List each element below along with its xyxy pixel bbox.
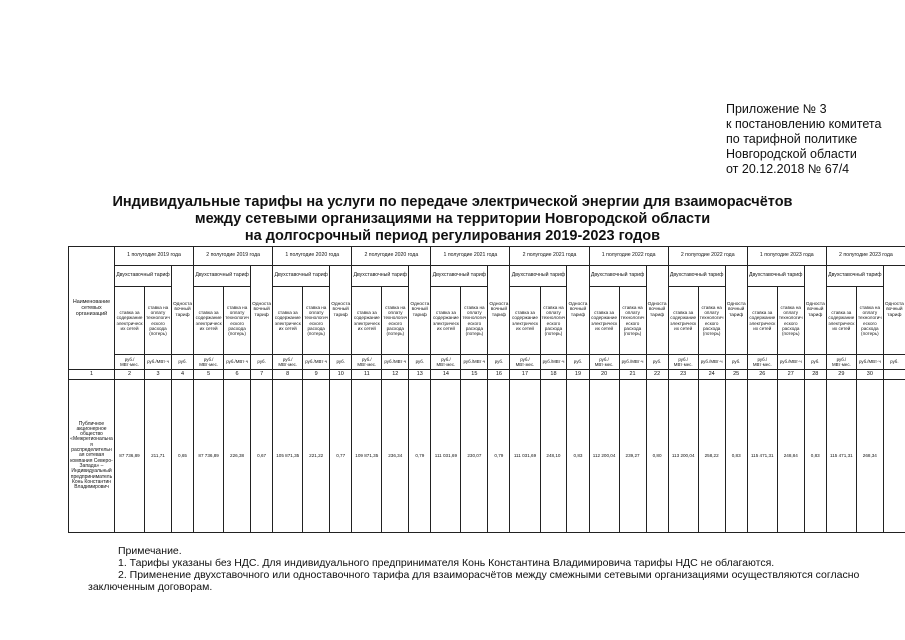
unit-one: руб. [488,355,510,370]
tariff-value: 248,84 [777,380,804,533]
two-rate-header: Двухставочный тариф [431,266,488,287]
loss-rate-header: ставка на оплату технологического расхода (потерь) [856,287,883,355]
period-header: 2 полугодие 2023 года [826,247,905,266]
period-header: 2 полугодие 2019 года [194,247,273,266]
period-header-row [69,247,905,266]
unit-content: руб./МВт·мес. [352,355,382,370]
annex-block [726,102,881,177]
tariff-value: 0,79 [488,380,510,533]
tariff-type-row [69,266,905,287]
tariff-value: 115 471,31 [826,380,856,533]
unit-content: руб./МВт·мес. [826,355,856,370]
two-rate-header: Двухставочный тариф [115,266,172,287]
loss-rate-header: ставка на оплату технологического расхода (потерь) [698,287,725,355]
column-number: 4 [171,370,193,380]
one-rate-header: Одноставочный тариф [488,266,510,355]
two-rate-header: Двухставочный тариф [668,266,725,287]
column-number: 7 [251,370,273,380]
content-rate-header: ставка за содержание электрических сетей [115,287,145,355]
tariff-value [883,380,905,533]
tariff-value: 115 471,31 [747,380,777,533]
one-rate-header: Одноставочный тариф [251,266,273,355]
unit-loss: руб./МВт·ч [461,355,488,370]
tariff-value: 111 031,69 [510,380,540,533]
note-item: 2. Применение двухставочного или одноставочного тарифа для взаиморасчётов между смежными сетевыми организациями осуществляются согласно [118,569,860,581]
note-continuation: заключенным договорам. [88,581,213,593]
column-number: 28 [804,370,826,380]
content-rate-header: ставка за содержание электрических сетей [510,287,540,355]
two-rate-header: Двухставочный тариф [747,266,804,287]
tariff-value: 248,10 [540,380,567,533]
unit-content: руб./МВт·мес. [431,355,461,370]
tariff-value: 230,07 [461,380,488,533]
period-header: 2 полугодие 2021 года [510,247,589,266]
content-rate-header: ставка за содержание электрических сетей [668,287,698,355]
unit-loss: руб./МВт·ч [619,355,646,370]
tariff-value: 236,34 [382,380,409,533]
one-rate-header: Одноставочный тариф [567,266,589,355]
one-rate-header: Одноставочный тариф [883,266,905,355]
unit-loss: руб./МВт·ч [303,355,330,370]
title-line: на долгосрочный период регулирования 2019-2023 годов [244,228,661,244]
tariff-value: 113 200,04 [668,380,698,533]
tariff-value: 87 736,89 [194,380,224,533]
loss-rate-header: ставка на оплату технологического расхода (потерь) [303,287,330,355]
period-header: 1 полугодие 2020 года [273,247,352,266]
annex-line: к постановлению комитета [726,117,882,131]
column-number: 9 [303,370,330,380]
column-number: 15 [461,370,488,380]
two-rate-header: Двухставочный тариф [589,266,646,287]
units-row [69,355,905,370]
tariff-value: 0,79 [409,380,431,533]
tariff-value: 239,27 [619,380,646,533]
notes-block [88,545,903,593]
one-rate-header: Одноставочный тариф [804,266,826,355]
content-rate-header: ставка за содержание электрических сетей [273,287,303,355]
column-number: 8 [273,370,303,380]
column-number: 10 [330,370,352,380]
tariff-value: 0,67 [251,380,273,533]
column-number: 26 [747,370,777,380]
two-rate-header: Двухставочный тариф [352,266,409,287]
tariff-value: 109 871,35 [352,380,382,533]
column-number: 1 [69,370,115,380]
unit-content: руб./МВт·мес. [115,355,145,370]
unit-content: руб./МВт·мес. [510,355,540,370]
unit-one: руб. [171,355,193,370]
loss-rate-header: ставка на оплату технологического расхода (потерь) [461,287,488,355]
unit-loss: руб./МВт·ч [777,355,804,370]
tariff-value: 112 200,04 [589,380,619,533]
unit-content: руб./МВт·мес. [747,355,777,370]
content-rate-header: ставка за содержание электрических сетей [352,287,382,355]
column-number: 18 [540,370,567,380]
tariff-value: 226,38 [224,380,251,533]
column-number-row [69,370,905,380]
organization-name: Публичное акционерное общество «Межрегиональная распределительная сетевая компания Северо-Запада» – Индивидуальный предприниматель Конь Константин Владимирович [69,380,115,533]
annex-line: от 20.12.2018 № 67/4 [726,162,850,176]
column-number: 25 [725,370,747,380]
unit-one: руб. [567,355,589,370]
two-rate-header: Двухставочный тариф [826,266,883,287]
loss-rate-header: ставка на оплату технологического расхода (потерь) [145,287,172,355]
column-number: 14 [431,370,461,380]
tariff-value: 0,77 [330,380,352,533]
period-header: 2 полугодие 2020 года [352,247,431,266]
column-number: 16 [488,370,510,380]
column-number: 30 [856,370,883,380]
notes-title: Примечание. [118,545,182,557]
column-number: 17 [510,370,540,380]
unit-one: руб. [725,355,747,370]
document-title [0,194,905,245]
content-rate-header: ставка за содержание электрических сетей [431,287,461,355]
column-number: 21 [619,370,646,380]
column-number: 29 [826,370,856,380]
loss-rate-header: ставка на оплату технологического расхода (потерь) [224,287,251,355]
unit-content: руб./МВт·мес. [668,355,698,370]
tariff-value: 0,80 [646,380,668,533]
two-rate-header: Двухставочный тариф [510,266,567,287]
loss-rate-header: ставка на оплату технологического расхода (потерь) [540,287,567,355]
subheader-row [69,287,905,355]
unit-loss: руб./МВт·ч [540,355,567,370]
tariff-value: 211,71 [145,380,172,533]
unit-content: руб./МВт·мес. [273,355,303,370]
column-number: 11 [352,370,382,380]
tariff-value: 105 871,35 [273,380,303,533]
unit-loss: руб./МВт·ч [856,355,883,370]
unit-content: руб./МВт·мес. [589,355,619,370]
one-rate-header: Одноставочный тариф [646,266,668,355]
column-number: 27 [777,370,804,380]
loss-rate-header: ставка на оплату технологического расхода (потерь) [777,287,804,355]
content-rate-header: ставка за содержание электрических сетей [194,287,224,355]
table-row [69,380,905,533]
unit-loss: руб./МВт·ч [698,355,725,370]
period-header: 1 полугодие 2023 года [747,247,826,266]
unit-loss: руб./МВт·ч [145,355,172,370]
tariff-table [68,246,905,533]
one-rate-header: Одноставочный тариф [330,266,352,355]
tariff-value: 268,34 [856,380,883,533]
unit-one: руб. [804,355,826,370]
tariff-value: 0,65 [171,380,193,533]
unit-one: руб. [409,355,431,370]
column-number: 12 [382,370,409,380]
annex-line: Новгородской области [726,147,857,161]
title-line: между сетевыми организациями на территории Новгородской области [194,211,711,227]
column-number: 2 [115,370,145,380]
annex-line: по тарифной политике [726,132,858,146]
column-number-empty [883,370,905,380]
column-number: 24 [698,370,725,380]
name-header: Наименование сетевых организаций [69,247,115,370]
tariff-value: 221,22 [303,380,330,533]
unit-one: руб. [251,355,273,370]
one-rate-header: Одноставочный тариф [171,266,193,355]
unit-one: руб. [883,355,905,370]
title-line: Индивидуальные тарифы на услуги по передаче электрической энергии для взаиморасчётов [112,194,793,210]
tariff-value: 0,83 [725,380,747,533]
content-rate-header: ставка за содержание электрических сетей [747,287,777,355]
column-number: 6 [224,370,251,380]
unit-one: руб. [330,355,352,370]
column-number: 3 [145,370,172,380]
note-item: 1. Тарифы указаны без НДС. Для индивидуального предпринимателя Конь Константина Владимировича тарифы НДС не облагаются. [118,557,775,569]
unit-content: руб./МВт·мес. [194,355,224,370]
tariff-value: 0,83 [804,380,826,533]
content-rate-header: ставка за содержание электрических сетей [826,287,856,355]
tariff-value: 87 736,89 [115,380,145,533]
one-rate-header: Одноставочный тариф [725,266,747,355]
period-header: 1 полугодие 2019 года [115,247,194,266]
period-header: 1 полугодие 2022 года [589,247,668,266]
column-number: 19 [567,370,589,380]
one-rate-header: Одноставочный тариф [409,266,431,355]
content-rate-header: ставка за содержание электрических сетей [589,287,619,355]
unit-loss: руб./МВт·ч [382,355,409,370]
tariff-value: 0,83 [567,380,589,533]
column-number: 13 [409,370,431,380]
loss-rate-header: ставка на оплату технологического расхода (потерь) [382,287,409,355]
unit-loss: руб./МВт·ч [224,355,251,370]
two-rate-header: Двухставочный тариф [273,266,330,287]
tariff-value: 111 031,69 [431,380,461,533]
two-rate-header: Двухставочный тариф [194,266,251,287]
period-header: 1 полугодие 2021 года [431,247,510,266]
tariff-value: 258,22 [698,380,725,533]
column-number: 22 [646,370,668,380]
loss-rate-header: ставка на оплату технологического расхода (потерь) [619,287,646,355]
unit-one: руб. [646,355,668,370]
annex-line: Приложение № 3 [726,102,827,116]
column-number: 5 [194,370,224,380]
column-number: 20 [589,370,619,380]
column-number: 23 [668,370,698,380]
period-header: 2 полугодие 2022 года [668,247,747,266]
